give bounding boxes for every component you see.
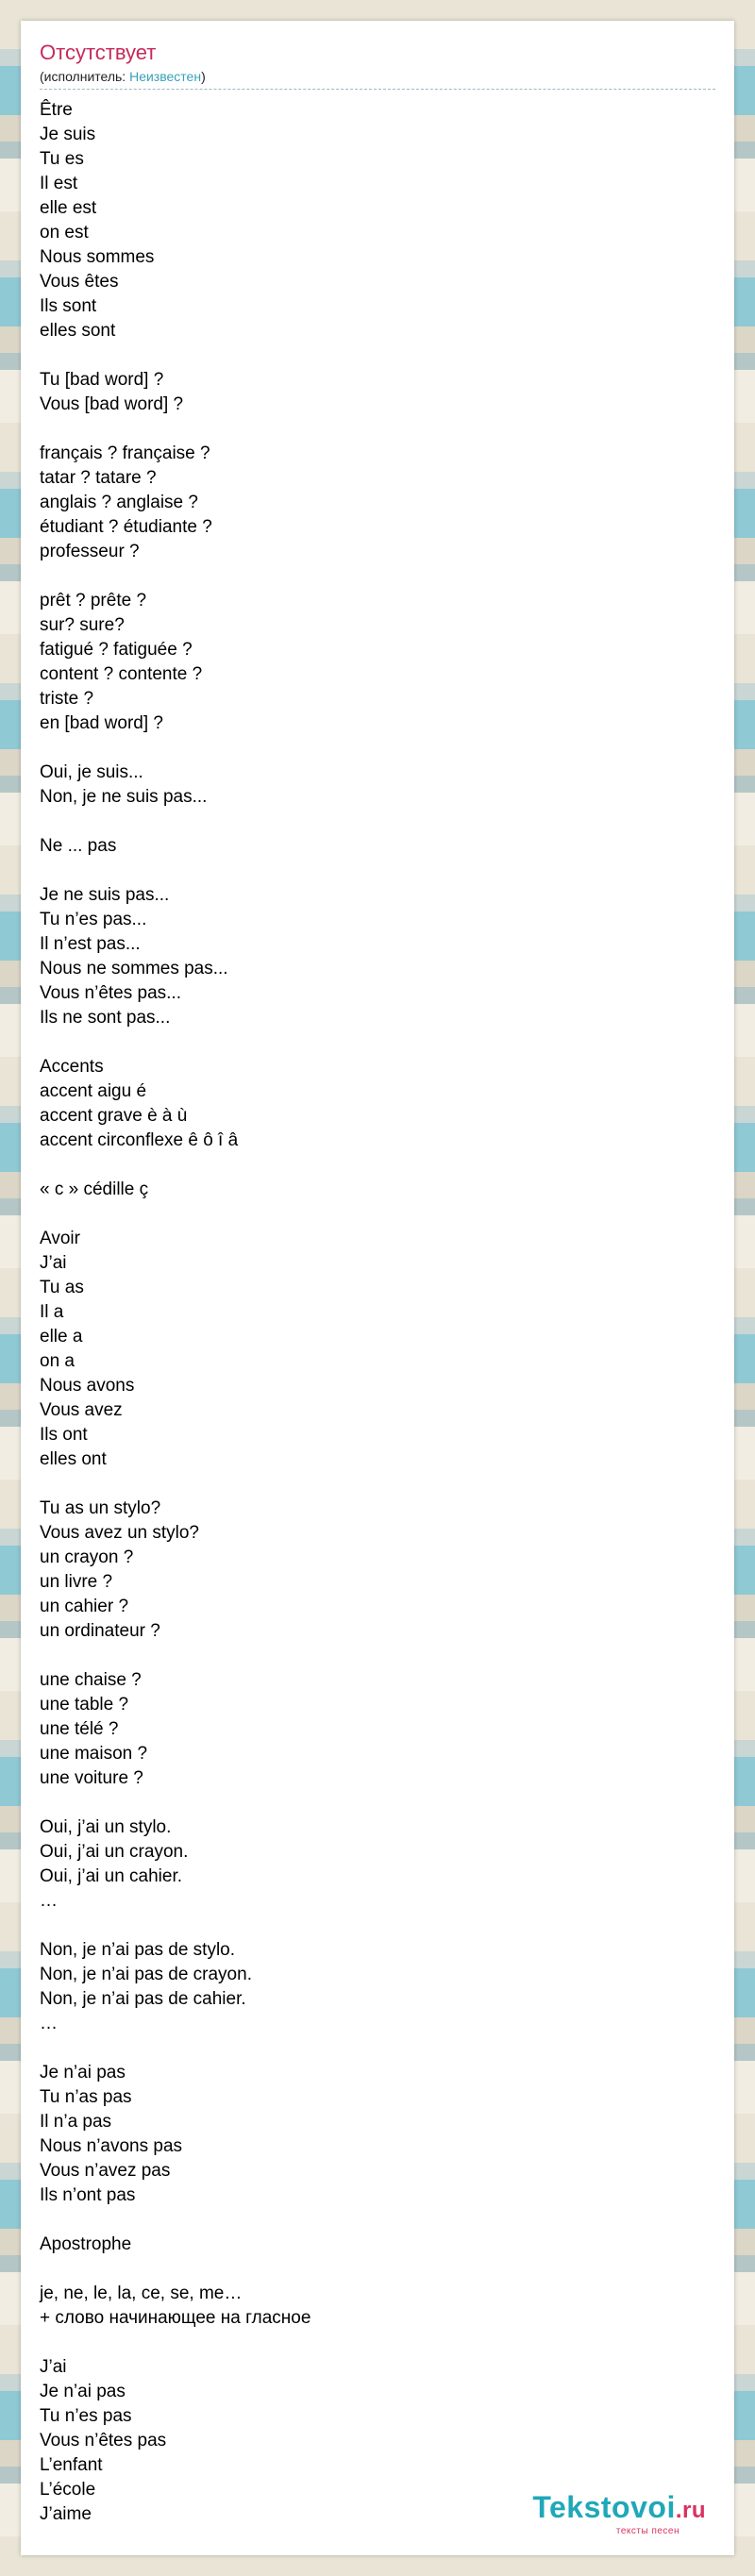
logo-tld: .ru: [675, 2498, 706, 2523]
logo-name: Tekstovoi: [532, 2490, 676, 2524]
lyrics-text: Être Je suis Tu es Il est elle est on est Nous sommes Vous êtes Ils sont elles sont Tu [bad word] ? Vous [bad word] ? français ? française ? tatar ? tatare ? anglais ? anglaise ? étudiant ? étudiante ? professeur ? prêt ? prête ? sur? sure? fatigué ? fatiguée ? content ? contente ? triste ? en [bad word] ? Oui, je suis... Non, je ne suis pas... Ne ... pas Je ne suis pas... Tu n’es pas... Il n’est pas... Nous ne sommes pas... Vous n’êtes pas... Ils ne sont pas... Accents accent aigu é accent grave è à ù accent circonflexe ê ô î â « c » cédille ç Avoir J’ai Tu as Il a elle a on a Nous avons Vous avez Ils ont elles ont Tu as un stylo? Vous avez un stylo? un crayon ? un livre ? un cahier ? un ordinateur ? une chaise ? une table ? une télé ? une maison ? une voiture ? Oui, j’ai un stylo. Oui, j’ai un crayon. Oui, j’ai un cahier. … Non, je n’ai pas de stylo. Non, je n’ai pas de crayon. Non, je n’ai pas de cahier. … Je n’ai pas Tu n’as pas Il n’a pas Nous n’avons pas Vous n’avez pas Ils n’ont pas Apostrophe je, ne, le, la, ce, se, me… + слово начинающее на гласное J’ai Je n’ai pas Tu n’es pas Vous n’êtes pas L’enfant L’école J’aime: [40, 100, 311, 2524]
song-header: [40, 40, 715, 90]
logo-wordmark: [532, 2492, 706, 2526]
lyrics-card: [21, 21, 734, 2555]
song-title: Отсутствует: [40, 41, 157, 64]
performer-suffix: ): [201, 69, 206, 84]
performer-line: [40, 68, 715, 85]
performer-link[interactable]: Неизвестен: [129, 69, 202, 84]
logo-tagline: тексты песен: [615, 2526, 680, 2536]
header-divider: [40, 89, 715, 90]
performer-prefix: (исполнитель:: [40, 69, 130, 84]
site-logo: [532, 2492, 706, 2536]
